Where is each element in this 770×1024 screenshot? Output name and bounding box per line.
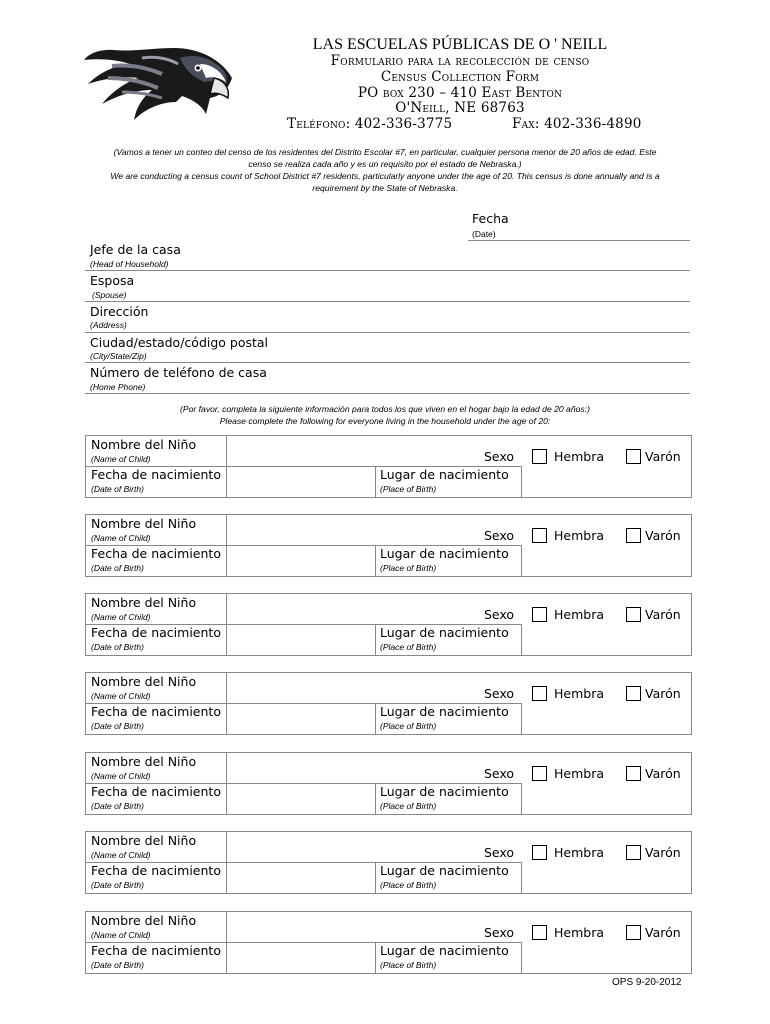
- form-title-en: Census Collection Form: [380, 69, 540, 85]
- date-field[interactable]: [468, 240, 690, 241]
- child-name-sublabel: (Name of Child): [91, 930, 151, 940]
- instructions-en: Please complete the following for everyone living in the household under the age of 20:: [219, 416, 551, 426]
- pob-label: Lugar de nacimiento: [380, 863, 509, 878]
- child-entry: [85, 672, 692, 735]
- col-divider: [375, 942, 376, 973]
- dob-field[interactable]: [227, 625, 374, 654]
- male-label: Varón: [645, 766, 681, 781]
- female-label: Hembra: [554, 925, 604, 940]
- pob-label: Lugar de nacimiento: [380, 625, 509, 640]
- sex-label: Sexo: [484, 766, 515, 781]
- pob-sublabel: (Place of Birth): [380, 960, 437, 970]
- dob-field[interactable]: [227, 943, 374, 972]
- home-phone-label: Número de teléfono de casa: [90, 365, 267, 380]
- male-label: Varón: [645, 845, 681, 860]
- dob-label: Fecha de nacimiento: [91, 546, 221, 561]
- male-label: Varón: [645, 528, 681, 543]
- col-divider: [375, 545, 376, 576]
- sex-label: Sexo: [484, 607, 515, 622]
- male-label: Varón: [645, 686, 681, 701]
- sex-label: Sexo: [484, 845, 515, 860]
- col-divider: [375, 862, 376, 893]
- pob-label: Lugar de nacimiento: [380, 943, 509, 958]
- female-checkbox[interactable]: [532, 528, 547, 543]
- head-of-household-sublabel: (Head of Household): [90, 259, 169, 269]
- child-name-field[interactable]: [227, 832, 517, 862]
- head-of-household-label: Jefe de la casa: [90, 242, 181, 257]
- dob-label: Fecha de nacimiento: [91, 704, 221, 719]
- child-entry: [85, 593, 692, 656]
- child-name-field[interactable]: [227, 673, 517, 703]
- fax-number: Fax: 402-336-4890: [512, 116, 642, 132]
- dob-label: Fecha de nacimiento: [91, 784, 221, 799]
- child-name-label: Nombre del Niño: [91, 674, 197, 689]
- dob-sublabel: (Date of Birth): [91, 563, 144, 573]
- dob-field[interactable]: [227, 863, 374, 892]
- address-line-1: PO box 230 – 410 East Benton: [357, 85, 563, 101]
- child-entry: [85, 911, 692, 974]
- dob-sublabel: (Date of Birth): [91, 801, 144, 811]
- school-name: LAS ESCUELAS PÚBLICAS DE O ' NEILL: [312, 36, 608, 53]
- male-label: Varón: [645, 449, 681, 464]
- col-divider: [375, 703, 376, 734]
- form-code: OPS 9-20-2012: [612, 977, 682, 988]
- pob-label: Lugar de nacimiento: [380, 546, 509, 561]
- male-checkbox[interactable]: [626, 925, 641, 940]
- address-sublabel: (Address): [90, 320, 127, 330]
- col-divider: [521, 862, 522, 893]
- female-checkbox[interactable]: [532, 845, 547, 860]
- sex-label: Sexo: [484, 925, 515, 940]
- date-label: Fecha: [472, 211, 509, 226]
- pob-sublabel: (Place of Birth): [380, 642, 437, 652]
- child-name-field[interactable]: [227, 436, 517, 466]
- male-checkbox[interactable]: [626, 449, 641, 464]
- dob-field[interactable]: [227, 704, 374, 733]
- col-divider: [375, 624, 376, 655]
- intro-text: [60, 146, 710, 194]
- sex-label: Sexo: [484, 686, 515, 701]
- intro-es-line-1: (Vamos a tener un conteo del censo de los residentes del Distrito Escolar #7, en particular, cualquier persona menor de 20 años de edad. Este: [113, 147, 657, 157]
- child-entry: [85, 831, 692, 894]
- male-checkbox[interactable]: [626, 607, 641, 622]
- child-name-label: Nombre del Niño: [91, 595, 197, 610]
- city-state-zip-label: Ciudad/estado/código postal: [90, 335, 269, 350]
- address-label: Dirección: [90, 304, 149, 319]
- dob-sublabel: (Date of Birth): [91, 642, 144, 652]
- sex-label: Sexo: [484, 449, 515, 464]
- child-name-field[interactable]: [227, 912, 517, 942]
- instructions-es: (Por favor, completa la siguiente información para todos los que viven en el hogar bajo la edad de 20 años:): [180, 404, 590, 414]
- female-checkbox[interactable]: [532, 449, 547, 464]
- female-label: Hembra: [554, 449, 604, 464]
- pob-sublabel: (Place of Birth): [380, 484, 437, 494]
- dob-sublabel: (Date of Birth): [91, 484, 144, 494]
- col-divider: [521, 466, 522, 497]
- sex-label: Sexo: [484, 528, 515, 543]
- child-name-field[interactable]: [227, 594, 517, 624]
- male-checkbox[interactable]: [626, 766, 641, 781]
- instructions: [60, 403, 710, 427]
- spouse-field[interactable]: [85, 301, 690, 302]
- female-label: Hembra: [554, 528, 604, 543]
- child-name-label: Nombre del Niño: [91, 754, 197, 769]
- dob-field[interactable]: [227, 467, 374, 496]
- child-name-sublabel: (Name of Child): [91, 612, 151, 622]
- female-checkbox[interactable]: [532, 607, 547, 622]
- dob-label: Fecha de nacimiento: [91, 467, 221, 482]
- child-name-sublabel: (Name of Child): [91, 533, 151, 543]
- dob-sublabel: (Date of Birth): [91, 721, 144, 731]
- child-name-field[interactable]: [227, 753, 517, 783]
- col-divider: [521, 545, 522, 576]
- col-divider: [521, 783, 522, 814]
- col-divider: [521, 942, 522, 973]
- city-state-zip-field[interactable]: [85, 362, 690, 363]
- dob-label: Fecha de nacimiento: [91, 943, 221, 958]
- date-sublabel: (Date): [472, 229, 496, 239]
- male-checkbox[interactable]: [626, 686, 641, 701]
- home-phone-field[interactable]: [85, 393, 690, 394]
- pob-label: Lugar de nacimiento: [380, 467, 509, 482]
- head-of-household-field[interactable]: [85, 270, 690, 271]
- home-phone-sublabel: (Home Phone): [90, 382, 146, 392]
- female-label: Hembra: [554, 686, 604, 701]
- intro-en-line-2: requirement by the State of Nebraska.: [312, 183, 458, 193]
- female-label: Hembra: [554, 845, 604, 860]
- male-checkbox[interactable]: [626, 528, 641, 543]
- dob-label: Fecha de nacimiento: [91, 863, 221, 878]
- address-line-2: O'Neill, NE 68763: [395, 100, 525, 116]
- dob-sublabel: (Date of Birth): [91, 880, 144, 890]
- male-checkbox[interactable]: [626, 845, 641, 860]
- pob-sublabel: (Place of Birth): [380, 801, 437, 811]
- intro-en-line-1: We are conducting a census count of School District #7 residents, particularly anyone under the age of 20. This census is done annually and is a: [110, 171, 660, 181]
- female-checkbox[interactable]: [532, 925, 547, 940]
- male-label: Varón: [645, 607, 681, 622]
- pob-label: Lugar de nacimiento: [380, 704, 509, 719]
- child-name-sublabel: (Name of Child): [91, 454, 151, 464]
- child-entry: [85, 435, 692, 498]
- child-name-sublabel: (Name of Child): [91, 691, 151, 701]
- col-divider: [521, 703, 522, 734]
- child-name-sublabel: (Name of Child): [91, 850, 151, 860]
- phone-number: Teléfono: 402-336-3775: [287, 116, 453, 132]
- dob-sublabel: (Date of Birth): [91, 960, 144, 970]
- child-entry: [85, 514, 692, 577]
- col-divider: [375, 783, 376, 814]
- child-name-label: Nombre del Niño: [91, 833, 197, 848]
- col-divider: [375, 466, 376, 497]
- intro-es-line-2: censo se realiza cada año y es un requisito por el estado de Nebraska.): [248, 159, 522, 169]
- child-name-sublabel: (Name of Child): [91, 771, 151, 781]
- spouse-label: Esposa: [90, 273, 135, 288]
- child-name-field[interactable]: [227, 515, 517, 545]
- male-label: Varón: [645, 925, 681, 940]
- form-title-es: Formulario para la recolección de censo: [330, 53, 590, 69]
- dob-label: Fecha de nacimiento: [91, 625, 221, 640]
- child-name-label: Nombre del Niño: [91, 516, 197, 531]
- col-divider: [521, 624, 522, 655]
- dob-field[interactable]: [227, 784, 374, 813]
- female-checkbox[interactable]: [532, 766, 547, 781]
- child-entry: [85, 752, 692, 815]
- child-name-label: Nombre del Niño: [91, 913, 197, 928]
- address-field[interactable]: [85, 332, 690, 333]
- dob-field[interactable]: [227, 546, 374, 575]
- spouse-sublabel: (Spouse): [92, 290, 127, 300]
- pob-sublabel: (Place of Birth): [380, 563, 437, 573]
- female-label: Hembra: [554, 607, 604, 622]
- pob-label: Lugar de nacimiento: [380, 784, 509, 799]
- female-label: Hembra: [554, 766, 604, 781]
- pob-sublabel: (Place of Birth): [380, 721, 437, 731]
- child-name-label: Nombre del Niño: [91, 437, 197, 452]
- city-state-zip-sublabel: (City/State/Zip): [90, 351, 147, 361]
- pob-sublabel: (Place of Birth): [380, 880, 437, 890]
- female-checkbox[interactable]: [532, 686, 547, 701]
